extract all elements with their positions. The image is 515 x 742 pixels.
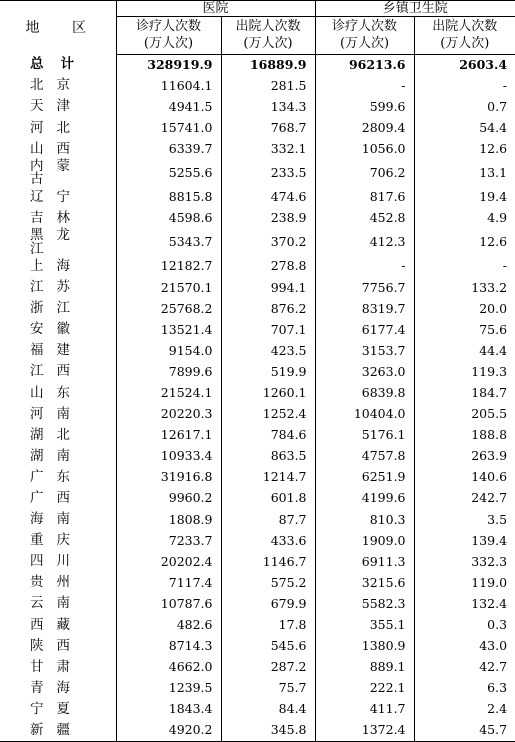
township-discharge-cell: 44.4	[414, 341, 515, 362]
region-cell	[0, 446, 116, 467]
region-name: 河北	[30, 119, 70, 136]
township-discharge-cell: -	[414, 256, 515, 277]
table-row	[0, 678, 515, 699]
hospital-visits-cell: 8714.3	[116, 636, 221, 657]
hospital-discharge-cell: 287.2	[221, 657, 315, 678]
hospital-visits-cell: 482.6	[116, 615, 221, 636]
table-row	[0, 341, 515, 362]
township-visits-cell: 411.7	[315, 699, 414, 720]
region-cell	[0, 573, 116, 594]
region-cell	[0, 636, 116, 657]
header-line: 出院人次数	[235, 19, 301, 34]
region-name: 江西	[30, 363, 70, 380]
region-name: 湖南	[30, 447, 70, 464]
township-discharge-cell: 2603.4	[414, 55, 515, 76]
township-discharge-cell: -	[414, 76, 515, 97]
hospital-discharge-cell: 768.7	[221, 118, 315, 139]
header-unit: (万人次)	[339, 36, 390, 51]
hospital-group-header: 医院	[116, 1, 315, 17]
table-row	[0, 187, 515, 208]
hospital-visits-cell: 15741.0	[116, 118, 221, 139]
region-name: 吉林	[30, 209, 70, 226]
township-discharge-cell: 0.7	[414, 97, 515, 118]
table-row	[0, 699, 515, 720]
hospital-discharge-cell: 87.7	[221, 509, 315, 530]
region-cell	[0, 615, 116, 636]
township-visits-cell: 810.3	[315, 509, 414, 530]
region-name: 云南	[30, 595, 70, 612]
hospital-discharge-cell: 474.6	[221, 187, 315, 208]
region-cell	[0, 76, 116, 97]
hospital-discharge-cell: 17.8	[221, 615, 315, 636]
region-cell	[0, 699, 116, 720]
region-cell	[0, 118, 116, 139]
region-name: 贵州	[30, 574, 70, 591]
region-cell	[0, 277, 116, 298]
region-name: 山西	[30, 140, 70, 157]
table-row	[0, 467, 515, 488]
header-unit: (万人次)	[143, 36, 194, 51]
township-discharge-cell: 188.8	[414, 425, 515, 446]
hospital-visits-cell: 9154.0	[116, 341, 221, 362]
hospital-visits-cell: 1239.5	[116, 678, 221, 699]
region-cell	[0, 319, 116, 340]
hospital-discharge-cell: 1146.7	[221, 551, 315, 572]
township-visits-cell: 599.6	[315, 97, 414, 118]
township-discharge-header	[414, 17, 515, 55]
hospital-visits-cell: 4662.0	[116, 657, 221, 678]
table-row	[0, 509, 515, 530]
hospital-visits-cell: 25768.2	[116, 298, 221, 319]
hospital-visits-cell: 20220.3	[116, 404, 221, 425]
hospital-discharge-header	[221, 17, 315, 55]
table-row	[0, 446, 515, 467]
hospital-visits-cell: 13521.4	[116, 319, 221, 340]
township-visits-cell: 2809.4	[315, 118, 414, 139]
township-group-header: 乡镇卫生院	[315, 1, 515, 17]
region-cell	[0, 208, 116, 229]
header-line: 出院人次数	[432, 19, 498, 34]
table-row	[0, 594, 515, 615]
hospital-discharge-cell: 281.5	[221, 76, 315, 97]
region-name: 青海	[30, 679, 70, 696]
table-body	[0, 55, 515, 742]
table-row	[0, 551, 515, 572]
region-name: 湖北	[30, 426, 70, 443]
region-column-header: 地 区	[0, 1, 116, 55]
table-row	[0, 97, 515, 118]
hospital-discharge-cell: 345.8	[221, 720, 315, 741]
hospital-discharge-cell: 876.2	[221, 298, 315, 319]
township-visits-cell: 706.2	[315, 160, 414, 187]
hospital-discharge-cell: 433.6	[221, 530, 315, 551]
header-unit: (万人次)	[440, 36, 490, 51]
township-discharge-cell: 43.0	[414, 636, 515, 657]
region-cell	[0, 488, 116, 509]
hospital-discharge-cell: 1214.7	[221, 467, 315, 488]
table-row	[0, 139, 515, 160]
table-header	[0, 1, 515, 55]
township-visits-cell: 1372.4	[315, 720, 414, 741]
region-cell	[0, 55, 116, 76]
region-cell	[0, 530, 116, 551]
table-row	[0, 404, 515, 425]
region-cell	[0, 187, 116, 208]
township-discharge-cell: 12.6	[414, 229, 515, 256]
hospital-discharge-cell: 370.2	[221, 229, 315, 256]
hospital-visits-cell: 1808.9	[116, 509, 221, 530]
township-discharge-cell: 332.3	[414, 551, 515, 572]
township-discharge-cell: 3.5	[414, 509, 515, 530]
region-cell	[0, 229, 116, 256]
table-row	[0, 720, 515, 741]
region-name: 四川	[30, 553, 70, 570]
region-cell	[0, 467, 116, 488]
region-name: 浙江	[30, 300, 70, 317]
hospital-visits-cell: 10933.4	[116, 446, 221, 467]
township-discharge-cell: 205.5	[414, 404, 515, 425]
township-visits-cell: 6839.8	[315, 383, 414, 404]
table-row	[0, 362, 515, 383]
township-visits-cell: 355.1	[315, 615, 414, 636]
table-row	[0, 160, 515, 187]
table-row	[0, 298, 515, 319]
hospital-visits-cell: 1843.4	[116, 699, 221, 720]
region-cell	[0, 678, 116, 699]
hospital-visits-cell: 21524.1	[116, 383, 221, 404]
region-cell	[0, 157, 116, 188]
region-name: 江苏	[30, 279, 70, 296]
hospital-visits-cell: 20202.4	[116, 551, 221, 572]
hospital-visits-cell: 21570.1	[116, 277, 221, 298]
region-cell	[0, 594, 116, 615]
table-row	[0, 277, 515, 298]
table-row	[0, 573, 515, 594]
region-name: 河南	[30, 405, 70, 422]
hospital-visits-cell: 7233.7	[116, 530, 221, 551]
hospital-discharge-cell: 238.9	[221, 208, 315, 229]
hospital-discharge-cell: 332.1	[221, 139, 315, 160]
township-discharge-cell: 45.7	[414, 720, 515, 741]
township-discharge-cell: 184.7	[414, 383, 515, 404]
hospital-visits-header	[116, 17, 221, 55]
table-row	[0, 229, 515, 256]
table-row	[0, 319, 515, 340]
region-cell	[0, 720, 116, 741]
township-visits-cell: 412.3	[315, 229, 414, 256]
township-discharge-cell: 242.7	[414, 488, 515, 509]
header-unit: (万人次)	[243, 36, 293, 51]
region-name: 黑龙江	[30, 227, 70, 257]
hospital-discharge-cell: 1260.1	[221, 383, 315, 404]
region-name: 广西	[30, 489, 70, 506]
hospital-visits-cell: 12617.1	[116, 425, 221, 446]
hospital-visits-cell: 5343.7	[116, 229, 221, 256]
region-cell	[0, 97, 116, 118]
table-row	[0, 76, 515, 97]
township-discharge-cell: 132.4	[414, 594, 515, 615]
township-visits-cell: 96213.6	[315, 55, 414, 76]
region-name: 上海	[30, 257, 70, 274]
hospital-discharge-cell: 601.8	[221, 488, 315, 509]
township-visits-cell: 4757.8	[315, 446, 414, 467]
table-row	[0, 425, 515, 446]
hospital-visits-cell: 12182.7	[116, 256, 221, 277]
township-visits-cell: 3263.0	[315, 362, 414, 383]
township-discharge-cell: 75.6	[414, 319, 515, 340]
hospital-visits-cell: 9960.2	[116, 488, 221, 509]
region-name: 内蒙古	[30, 157, 70, 188]
township-discharge-cell: 20.0	[414, 298, 515, 319]
region-cell	[0, 509, 116, 530]
township-visits-cell: 6911.3	[315, 551, 414, 572]
table-row	[0, 530, 515, 551]
township-visits-cell: 5176.1	[315, 425, 414, 446]
table-row	[0, 488, 515, 509]
table-row	[0, 208, 515, 229]
region-name: 西藏	[30, 616, 70, 633]
township-discharge-cell: 0.3	[414, 615, 515, 636]
township-visits-cell: 6251.9	[315, 467, 414, 488]
township-visits-cell: 6177.4	[315, 319, 414, 340]
township-discharge-cell: 133.2	[414, 277, 515, 298]
region-name: 重庆	[30, 532, 70, 549]
township-discharge-cell: 4.9	[414, 208, 515, 229]
hospital-discharge-cell: 784.6	[221, 425, 315, 446]
region-cell	[0, 362, 116, 383]
region-name: 宁夏	[30, 700, 70, 717]
hospital-discharge-cell: 707.1	[221, 319, 315, 340]
township-visits-cell: -	[315, 256, 414, 277]
hospital-discharge-cell: 278.8	[221, 256, 315, 277]
township-visits-cell: 1056.0	[315, 139, 414, 160]
hospital-discharge-cell: 679.9	[221, 594, 315, 615]
region-name: 总计	[30, 56, 74, 73]
township-discharge-cell: 54.4	[414, 118, 515, 139]
hospital-visits-cell: 4598.6	[116, 208, 221, 229]
hospital-visits-cell: 31916.8	[116, 467, 221, 488]
region-name: 辽宁	[30, 188, 70, 205]
region-name: 福建	[30, 342, 70, 359]
township-discharge-cell: 12.6	[414, 139, 515, 160]
township-visits-cell: 452.8	[315, 208, 414, 229]
region-name: 陕西	[30, 637, 70, 654]
township-visits-cell: -	[315, 76, 414, 97]
township-discharge-cell: 140.6	[414, 467, 515, 488]
township-discharge-cell: 42.7	[414, 657, 515, 678]
region-cell	[0, 298, 116, 319]
region-cell	[0, 256, 116, 277]
hospital-discharge-cell: 863.5	[221, 446, 315, 467]
township-visits-cell: 817.6	[315, 187, 414, 208]
hospital-discharge-cell: 994.1	[221, 277, 315, 298]
table-row	[0, 636, 515, 657]
township-visits-cell: 3153.7	[315, 341, 414, 362]
hospital-visits-cell: 7117.4	[116, 573, 221, 594]
region-name: 新疆	[30, 721, 70, 738]
township-visits-cell: 1380.9	[315, 636, 414, 657]
region-cell	[0, 425, 116, 446]
township-discharge-cell: 263.9	[414, 446, 515, 467]
region-name: 海南	[30, 511, 70, 528]
hospital-discharge-cell: 545.6	[221, 636, 315, 657]
hospital-visits-cell: 4941.5	[116, 97, 221, 118]
table-row	[0, 657, 515, 678]
township-visits-cell: 8319.7	[315, 298, 414, 319]
hospital-discharge-cell: 575.2	[221, 573, 315, 594]
region-cell	[0, 404, 116, 425]
header-line: 诊疗人次数	[332, 19, 398, 34]
township-discharge-cell: 119.3	[414, 362, 515, 383]
region-cell	[0, 551, 116, 572]
hospital-discharge-cell: 84.4	[221, 699, 315, 720]
region-cell	[0, 139, 116, 160]
region-name: 广东	[30, 468, 70, 485]
hospital-discharge-cell: 1252.4	[221, 404, 315, 425]
township-visits-cell: 10404.0	[315, 404, 414, 425]
region-name: 天津	[30, 98, 70, 115]
township-visits-cell: 4199.6	[315, 488, 414, 509]
hospital-visits-cell: 11604.1	[116, 76, 221, 97]
hospital-visits-cell: 328919.9	[116, 55, 221, 76]
region-cell	[0, 341, 116, 362]
township-discharge-cell: 139.4	[414, 530, 515, 551]
table-row	[0, 615, 515, 636]
hospital-discharge-cell: 423.5	[221, 341, 315, 362]
hospital-discharge-cell: 75.7	[221, 678, 315, 699]
township-visits-cell: 3215.6	[315, 573, 414, 594]
hospital-visits-cell: 10787.6	[116, 594, 221, 615]
table-row	[0, 383, 515, 404]
region-cell	[0, 657, 116, 678]
region-name: 安徽	[30, 321, 70, 338]
hospital-discharge-cell: 16889.9	[221, 55, 315, 76]
township-visits-cell: 889.1	[315, 657, 414, 678]
header-line: 诊疗人次数	[135, 19, 201, 34]
township-discharge-cell: 2.4	[414, 699, 515, 720]
township-discharge-cell: 13.1	[414, 160, 515, 187]
township-visits-cell: 1909.0	[315, 530, 414, 551]
region-name: 甘肃	[30, 658, 70, 675]
hospital-visits-cell: 4920.2	[116, 720, 221, 741]
hospital-discharge-cell: 134.3	[221, 97, 315, 118]
township-visits-cell: 222.1	[315, 678, 414, 699]
region-cell	[0, 383, 116, 404]
table-row	[0, 256, 515, 277]
township-visits-header	[315, 17, 414, 55]
township-visits-cell: 7756.7	[315, 277, 414, 298]
table-row	[0, 118, 515, 139]
township-discharge-cell: 6.3	[414, 678, 515, 699]
region-name: 北京	[30, 77, 70, 94]
hospital-discharge-cell: 519.9	[221, 362, 315, 383]
hospital-visits-cell: 5255.6	[116, 160, 221, 187]
township-discharge-cell: 19.4	[414, 187, 515, 208]
township-discharge-cell: 119.0	[414, 573, 515, 594]
township-visits-cell: 5582.3	[315, 594, 414, 615]
hospital-visits-cell: 8815.8	[116, 187, 221, 208]
region-name: 山东	[30, 384, 70, 401]
hospital-visits-cell: 6339.7	[116, 139, 221, 160]
total-row	[0, 55, 515, 76]
hospital-discharge-cell: 233.5	[221, 160, 315, 187]
hospital-visits-cell: 7899.6	[116, 362, 221, 383]
